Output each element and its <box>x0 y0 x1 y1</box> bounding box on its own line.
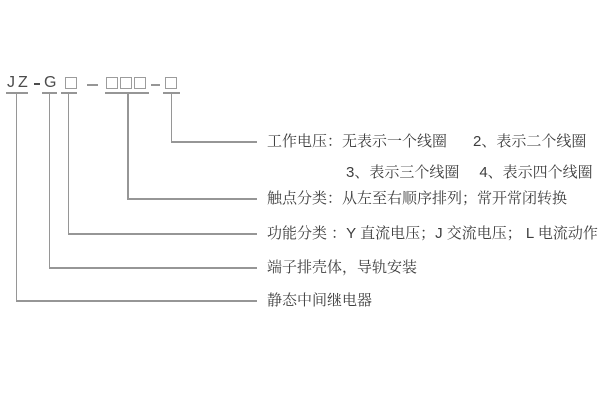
connector-vertical-housing <box>49 93 51 269</box>
label-contact-classification <box>267 191 567 206</box>
label-working-voltage-seg3: 3、表示三个线圈 <box>346 164 460 181</box>
label-relay-type-text: 静态中间继电器 <box>267 292 373 309</box>
label-contact-classification-text: 触点分类：从左至右顺序排列；常开常闭转换 <box>267 190 568 207</box>
label-working-voltage-seg4: 4、表示四个线圈 <box>479 164 593 181</box>
connector-horizontal-housing <box>49 267 258 269</box>
placeholder-box-contact-2 <box>120 77 132 89</box>
connector-horizontal-contact <box>127 198 257 200</box>
label-housing <box>267 260 417 275</box>
underline-prefix <box>6 92 28 94</box>
model-prefix: JZ <box>7 74 31 91</box>
model-dash-separator-2 <box>151 84 160 86</box>
connector-horizontal-relay-type <box>16 300 258 302</box>
placeholder-box-function <box>65 77 77 89</box>
label-function-classification-text: 功能分类 ：Y 直流电压；J 交流电压； L 电流动作 <box>267 225 598 242</box>
label-working-voltage-line1 <box>267 134 586 149</box>
connector-vertical-contact <box>127 93 129 200</box>
label-function-classification <box>267 226 598 241</box>
placeholder-box-contact-3 <box>134 77 146 89</box>
label-housing-text: 端子排壳体，导轨安装 <box>267 259 418 276</box>
connector-horizontal-voltage <box>171 141 258 143</box>
model-hyphen <box>34 83 40 85</box>
placeholder-box-contact-1 <box>106 77 118 89</box>
connector-horizontal-function <box>68 233 258 235</box>
underline-function-box <box>61 92 77 94</box>
connector-vertical-function <box>68 93 70 235</box>
connector-vertical-voltage <box>171 93 173 143</box>
model-series-letter: G <box>44 74 60 91</box>
label-working-voltage-line2 <box>346 165 593 180</box>
label-relay-type <box>267 293 372 308</box>
label-working-voltage-seg1: 工作电压：无表示一个线圈 <box>267 133 448 150</box>
model-dash-separator-1 <box>87 84 98 86</box>
label-working-voltage-seg2: 2、表示二个线圈 <box>473 133 587 150</box>
connector-vertical-relay-type <box>16 93 18 302</box>
placeholder-box-voltage <box>165 77 177 89</box>
